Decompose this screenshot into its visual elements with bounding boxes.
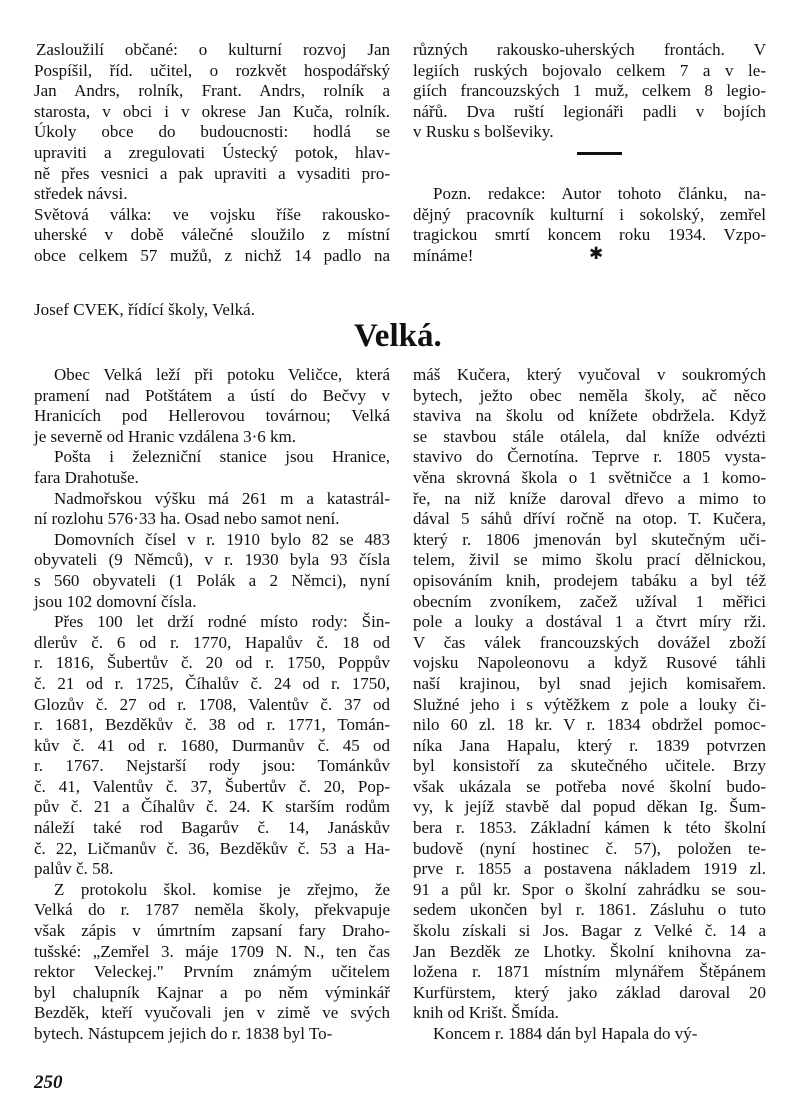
text-line: 91 a půl kr. Spor o školní zahrádku se sou- [413,879,766,899]
text-line: Jan Andrs, rolník, Frant. Andrs, rolník a [34,81,390,101]
text-line: opisováním knih, prodejem tabáku a byl též [413,570,766,590]
text-line: Koncem r. 1884 dán byl Hapala do vý- [433,1024,698,1043]
text-line: staviva na školu od knížete obdržela. Když [413,406,766,426]
text-line: školu získali si Jos. Bagar z Velké č. 14 a [413,921,766,941]
text-line: Kurfürstem, který jako základ daroval 20 [413,982,766,1002]
text-line: Pospíšil, říd. učitel, o rozkvět hospodářský [34,60,390,80]
text-line: Zasloužilí občané: o kulturní rozvoj Jan [36,40,390,59]
text-line: dával 5 sáhů dříví ročně na otop. T. Kučera, [413,509,766,529]
text-line: Pošta i železniční stanice jsou Hranice, [54,447,390,467]
text-line: dlerův č. 6 od r. 1770, Hapalův č. 18 od [34,632,390,652]
text-line: r. 1681, Bezděkův č. 38 od r. 1771, Tomán- [34,715,390,735]
text-line: nářů. Dva ruští legionáři padli v bojích [413,101,766,121]
text-line: obce celkem 57 mužů, z nichž 14 padlo na [34,245,390,265]
text-line: který r. 1806 jmenován byl skutečným uči- [413,529,766,549]
text-line: ře, na niž kníže daroval dřevo a mimo to [413,488,766,508]
text-line: však zápis v úmrtním zapsaní fary Draho- [34,921,390,941]
text-line: budově (nyní hostinec č. 57), položen te- [413,838,766,858]
text-line: ložena r. 1871 místním mlynářem Štěpánem [413,962,766,982]
text-line: náleží také rod Bagarův č. 14, Janáskův [34,818,390,838]
text-line: je severně od Hranic vzdálena 3·6 km. [34,426,296,446]
text-line: vojsku Napoleonovu a když Rusové táhli [413,653,766,673]
text-line: knih od Krišt. Šmída. [413,1003,559,1023]
body-right-column [413,365,766,1045]
text-line: středek návsi. [34,184,128,204]
text-line: V čas válek francouzských dovážel zboží [413,632,766,652]
text-line: legiích ruských bojovalo celkem 7 a v le- [413,60,766,80]
text-line: Jan Bezděk ze Lhotky. Školní knihovna za- [413,941,766,961]
text-line: Z protokolu škol. komise je zřejmo, že [54,879,390,899]
text-line: uherské v době válečné sloužilo z místní [34,225,390,245]
body-left-column [34,365,390,1045]
text-line: se stavbou stále otálela, dal kníže odvézti [413,426,766,446]
editor-note-line: Pozn. redakce: Autor tohoto článku, na- [433,183,766,203]
text-line: starosta, v obci i v okrese Jan Kuča, rolník. [34,101,390,121]
text-line: stavivo do Černotína. Teprve r. 1805 vysta- [413,447,766,467]
text-line: máš Kučera, který vyučoval v soukromých [413,365,766,384]
text-line: Přes 100 let drží rodné místo rody: Šin- [54,612,390,632]
text-line: giích francouzských 1 muž, celkem 8 legio- [413,81,766,101]
text-line: Hranicích pod Hellerovou továrnou; Velká [34,406,390,426]
text-line: Glozův č. 27 od r. 1708, Valentův č. 37 od [34,694,390,714]
text-line: však ukázala se potřeba nové školní budo- [413,776,766,796]
text-line: palův č. 58. [34,859,114,879]
text-line: pův č. 21 a Číhalův č. 24. K starším rodům [34,797,390,817]
text-line: rektor Veleckej." Prvním známým učitelem [34,962,390,982]
page-number: 250 [34,1072,63,1093]
text-line: obyvateli (9 Němců), v r. 1930 byla 93 čísla [34,550,390,570]
text-line: Nadmořskou výšku má 261 m a katastrál- [54,488,390,508]
text-line: Velká do r. 1787 neměla školy, překvapuje [34,900,390,920]
top-left-column [34,40,390,267]
text-line: byl konsistoří za skutečného učitele. Brzy [413,756,766,776]
text-line: ně přes vesnici a pak upraviti a vysaditi pro- [34,163,390,183]
editor-note-line: mínáme! [413,245,474,265]
text-line: upraviti a zregulovati Ústecký potok, hlav- [34,142,390,162]
text-line: nilo 60 zl. 18 kr. V r. 1834 obdržel pomoc- [413,715,766,735]
text-line: ní rozlohu 576·33 ha. Osad nebo samot není. [34,509,340,529]
text-line: Obec Velká leží při potoku Veličce, která [54,365,390,384]
editor-note-line: tragickou smrtí koncem roku 1934. Vzpo- [413,225,766,245]
text-line: v Rusku s bolševiky. [413,122,554,142]
text-line: tušské: „Zemřel 3. máje 1709 N. N., ten čas [34,941,390,961]
text-line: telem, živil se mimo školu prací dělnickou, [413,550,766,570]
text-line: níka Jana Hapalu, který r. 1839 potvrzen [413,735,766,755]
text-line: Služné jeho i s výtěžkem z pole a louky či- [413,694,766,714]
section-divider [577,152,622,155]
text-line: r. 1767. Nejstarší rody jsou: Tománkův [34,756,390,776]
text-line: bytech, ježto obec neměla školy, ač něco [413,385,766,405]
text-line: prve r. 1855 a postavena nákladem 1919 zl. [413,859,766,879]
text-line: Bezděk, kteří vyučovali jen v zimě ve svých [34,1003,390,1023]
text-line: obecním zvoníkem, začež užíval 1 měřici [413,591,766,611]
text-line: naší krajinou, byl snad jejich komisařem. [413,673,766,693]
text-line: pramení nad Potštátem a ústí do Bečvy v [34,385,390,405]
text-line: Domovních čísel v r. 1910 bylo 82 se 483 [54,529,390,549]
text-line: kův č. 41 od r. 1680, Durmanův č. 45 od [34,735,390,755]
article-author: Josef CVEK, řídící školy, Velká. [34,300,255,319]
text-line: č. 22, Ličmanův č. 36, Bezděkův č. 53 a Ha- [34,838,390,858]
text-line: r. 1816, Šubertův č. 20 od r. 1750, Poppův [34,653,390,673]
text-line: Světová válka: ve vojsku říše rakousko- [34,204,390,224]
article-title: Velká. [354,318,442,354]
text-line: č. 41, Valentův č. 37, Šubertův č. 20, Pop- [34,776,390,796]
text-line: bytech. Nástupcem jejich do r. 1838 byl To- [34,1024,333,1043]
editor-note-line: dějný pracovník kulturní i sokolský, zemřel [413,204,766,224]
text-line: s 560 obyvateli (1 Polák a 2 Němci), nyní [34,570,390,590]
text-line: jsou 102 domovní čísla. [34,591,197,611]
text-line: bera r. 1853. Základní kámen k této školní [413,818,766,838]
text-line: různých rakousko-uherských frontách. V [413,40,766,59]
text-line: věna skrovná škola o 1 světničce a 1 komo- [413,467,766,487]
text-line: fara Drahotuše. [34,467,139,487]
text-line: pole a louky a dostával 1 a čtvrt míry rži. [413,612,766,632]
asterisk-ornament: ✱ [589,244,604,263]
text-line: byl chalupník Kajnar a po něm výminkář [34,982,390,1002]
text-line: Úkoly obce do budoucnosti: hodlá se [34,122,390,142]
text-line: vy, k jejíž stavbě dal popud děkan Ig. Šum- [413,797,766,817]
text-line: sedem ukončen byl r. 1861. Zásluhu o tuto [413,900,766,920]
text-line: č. 21 od r. 1725, Číhalův č. 24 od r. 1750, [34,673,390,693]
